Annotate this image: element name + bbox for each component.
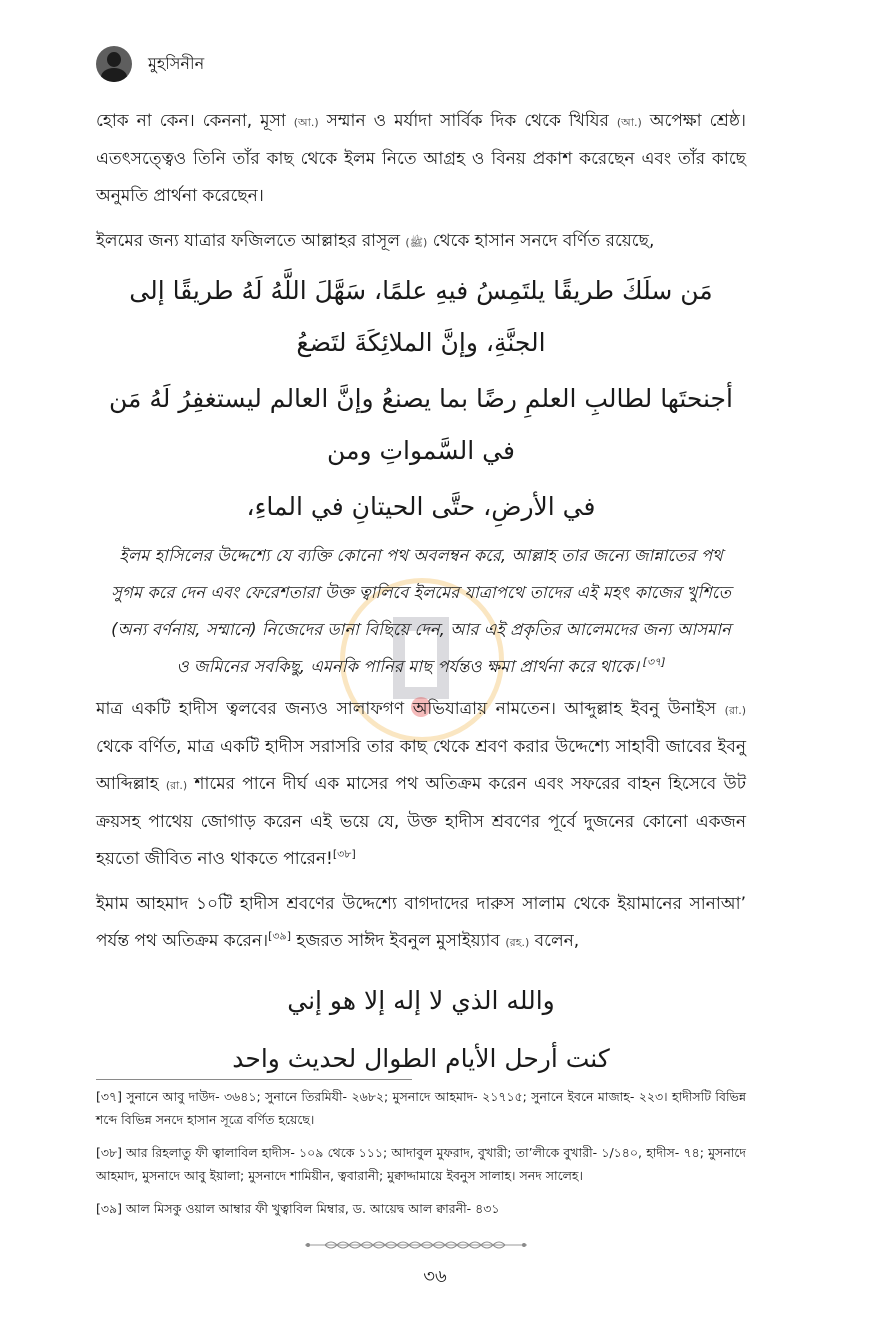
hadith-translation: ইলম হাসিলের উদ্দেশ্যে যে ব্যক্তি কোনো পথ অবলম্বন করে, আল্লাহ তার জন্যে জান্নাতের পথ সুগম করে দেন এবং ফেরেশতারা উক্ত ত্বালিবে ইলমের যাত্রাপথে তাদের এই মহৎ কাজের খুশিতে (অন্য বর্ণনায়, সম্মানে) নিজেদের ডানা বিছিয়ে দেন, আর এই প্রকৃতির আলেমদের জন্য আসমান ও জমিনের সবকিছু, এমনকি পানির মাছ পর্যন্তও ক্ষমা প্রার্থনা করে থাকে। [৩৭]	[111, 546, 731, 676]
hadith-arabic-line-2: أجنحتَها لطالبِ العلمِ رضًا بما يصنعُ وإنَّ العالم ليستغفِرُ لَهُ مَن في السَّمواتِ ومن	[109, 384, 733, 465]
hadith-arabic-line-3: في الأرضِ، حتَّى الحيتانِ في الماءِ،	[246, 492, 596, 521]
salutation-icon: (রা.)	[724, 704, 746, 717]
footnote-39: [৩৯] আল মিসকু ওয়াল আম্বার ফী খুত্বাবিল মিম্বার, ড. আয়েদ্ব আল ক্বারনী- ৪৩১	[96, 1201, 500, 1216]
main-text	[96, 103, 746, 1089]
footnote-37: [৩৭] সুনানে আবু দাউদ- ৩৬৪১; সুনানে তিরমিযী- ২৬৮২; মুসনাদে আহমাদ- ২১৭১৫; সুনানে ইবনে মাজাহ- ২২৩। হাদীসটি বিভিন্ন শব্দে বিভিন্ন সনদে হাসান সূত্রে বর্ণিত হয়েছে।	[96, 1089, 746, 1127]
footnotes	[96, 1085, 746, 1230]
salutation-icon: (আ.)	[616, 116, 642, 129]
footnote-ref-39[interactable]: [৩৯]	[268, 929, 291, 943]
paragraph-1: হোক না কেন। কেননা, মূসা (আ.) সম্মান ও মর্যাদা সার্বিক দিক থেকে খিযির (আ.) অপেক্ষা শ্রেষ্ঠ। এতৎসত্ত্বেও তিনি তাঁর কাছ থেকে ইলম নিতে আগ্রহ ও বিনয় প্রকাশ করেছেন এবং তাঁর কাছে অনুমতি প্রার্থনা করেছেন।	[96, 111, 746, 206]
paragraph-3: মাত্র একটি হাদীস ত্বলবের জন্যও সালাফগণ অভিযাত্রায় নামতেন। আব্দুল্লাহ ইবনু উনাইস (রা.) থেকে বর্ণিত, মাত্র একটি হাদীস সরাসরি তার কাছ থেকে শ্রবণ করার উদ্দেশ্যে সাহাবী জাবের ইবনু আব্দিল্লাহ (রা.) শামের পানে দীর্ঘ এক মাসের পথ অতিক্রম করেন এবং সফরের বাহন হিসেবে উট ক্রয়সহ পাথেয় জোগাড় করেন এই ভয়ে যে, উক্ত হাদীস শ্রবণের পূর্বে দুজনের কোনো একজন হয়তো জীবিত নাও থাকতে পারেন![৩৮]	[96, 699, 746, 869]
salutation-icon: (আ.)	[293, 116, 319, 129]
footnote-ref-37[interactable]: [৩৭]	[639, 655, 666, 669]
footnote-divider	[96, 1079, 412, 1080]
footnote-38: [৩৮] আর রিহলাতু ফী ত্বালাবিল হাদীস- ১০৯ থেকে ১১১; আদাবুল মুফরাদ, বুখারী; তা’লীকে বুখারী- ১/১৪০, হাদীস- ৭৪; মুসনাদে আহমাদ, মুসনাদে আবু ইয়ালা; মুসনাদে শামিয়ীন, ত্ববারানী; মুক্বাদ্দামায়ে ইবনুস সালাহ। সনদ সালেহ।	[96, 1145, 746, 1183]
paragraph-2: ইলমের জন্য যাত্রার ফজিলতে আল্লাহর রাসূল (ﷺ) থেকে হাসান সনদে বর্ণিত রয়েছে,	[96, 231, 655, 251]
footnote-ref-38[interactable]: [৩৮]	[332, 847, 356, 861]
header-title: মুহসিনীন	[148, 53, 205, 73]
ornament-divider-icon	[305, 1238, 527, 1252]
salutation-icon: (রহ.)	[505, 936, 530, 949]
quote-arabic-line-2: كنت أرحل الأيام الطوال لحديث واحد	[232, 1044, 610, 1073]
author-avatar	[96, 46, 132, 82]
quote-arabic-line-1: والله الذي لا إله إلا هو إني	[287, 986, 555, 1015]
salutation-icon: (রা.)	[165, 779, 188, 792]
salutation-icon: (ﷺ)	[405, 236, 428, 249]
running-header	[96, 44, 204, 84]
hadith-arabic-line-1: مَن سلَكَ طريقًا يلتَمِسُ فيهِ علمًا، سَهَّلَ اللَّهُ لَهُ طريقًا إلى الجنَّةِ، وإنَّ الملائِكَةَ لتَضعُ	[129, 276, 713, 357]
paragraph-4: ইমাম আহমাদ ১০টি হাদীস শ্রবণের উদ্দেশ্যে বাগদাদের দারুস সালাম থেকে ইয়ামানের সানাআ’ পর্যন্ত পথ অতিক্রম করেন।[৩৯] হজরত সাঈদ ইবনুল মুসাইয়্যাব (রহ.) বলেন,	[96, 894, 746, 951]
page-number: ৩৬	[423, 1266, 447, 1287]
